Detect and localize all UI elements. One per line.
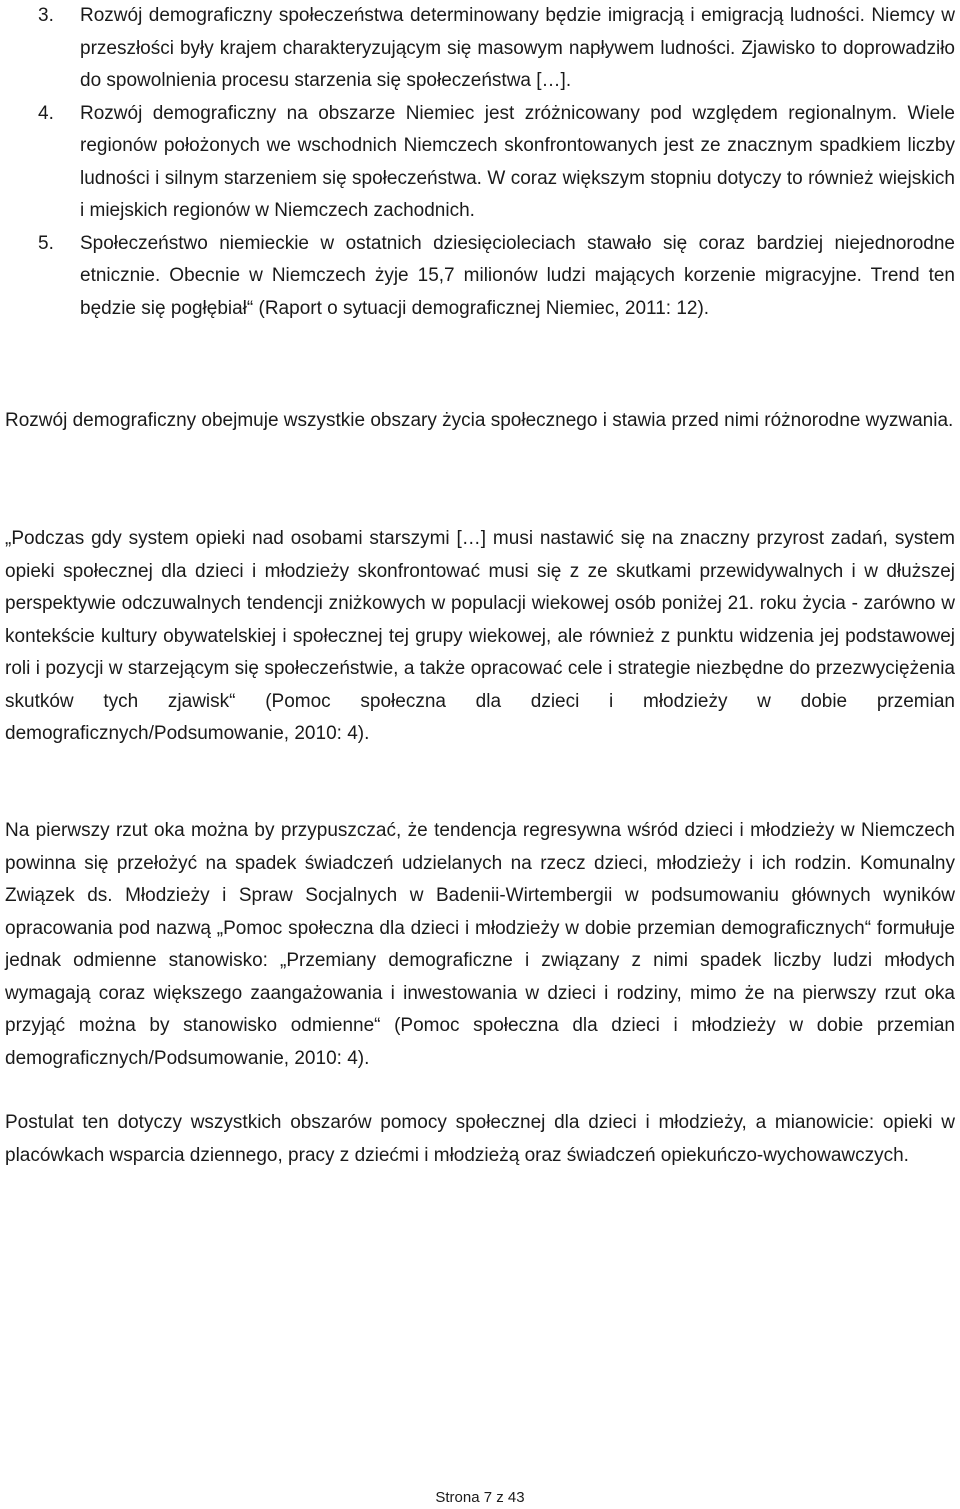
numbered-list xyxy=(5,0,955,325)
page-number: Strona 7 z 43 xyxy=(435,1489,525,1506)
list-item-3 xyxy=(5,0,955,98)
list-item-text: Społeczeństwo niemieckie w ostatnich dziesięcioleciach stawało się coraz bardziej niejednorodne etnicznie. Obecnie w Niemczech żyje 15,7 milionów ludzi mających korzenie migracyjne. Trend ten będzie się pogłębiał“ (Raport o sytuacji demograficznej Niemiec, 2011: 12). xyxy=(80,232,955,319)
list-item-5 xyxy=(5,228,955,326)
list-number: 5. xyxy=(38,232,54,254)
list-number: 3. xyxy=(38,5,54,26)
list-item-4 xyxy=(5,98,955,228)
paragraph-intro: Rozwój demograficzny obejmuje wszystkie obszary życia społecznego i stawia przed nimi różnorodne wyzwania. xyxy=(5,410,954,431)
list-item-text: Rozwój demograficzny społeczeństwa determinowany będzie imigracją i emigracją ludności. Niemcy w przeszłości były krajem charakteryzującym się masowym napływem ludności. Zjawisko to doprowadziło do spowolnienia procesu starzenia się społeczeństwa […]. xyxy=(80,5,955,91)
paragraph-postulate: Postulat ten dotyczy wszystkich obszarów pomocy społecznej dla dzieci i młodzieży, a mianowicie: opieki w placówkach wsparcia dziennego, pracy z dziećmi i młodzieżą oraz świadczeń opiekuńczo-wychowawczych. xyxy=(5,1112,955,1166)
paragraph-quote: „Podczas gdy system opieki nad osobami starszymi […] musi nastawić się na znaczny przyrost zadań, system opieki społecznej dla dzieci i młodzieży skonfrontować musi się z ze skutkami przewidywalnych i w dłuższej perspektywie odczuwalnych tendencji zniżkowych w populacji wiekowej osób poniżej 21. roku życia - zarówno w kontekście kultury obywatelskiej i społecznej tej grupy wiekowej, ale również z punktu widzenia jej podstawowej roli i pozycji w starzejącym się społeczeństwie, a także opracować cele i strategie niezbędne do przezwyciężenia skutków tych zjawisk“ (Pomoc społeczna dla dzieci i młodzieży w dobie przemian demograficznych/Podsumowanie, 2010: 4). xyxy=(5,528,955,744)
list-number: 4. xyxy=(38,102,54,124)
list-item-text: Rozwój demograficzny na obszarze Niemiec jest zróżnicowany pod względem regionalnym. Wiele regionów położonych we wschodnich Niemczech skonfrontowanych jest ze znacznym spadkiem liczby ludności i silnym starzeniem się społeczeństwa. W coraz większym stopniu dotyczy to również wiejskich i miejskich regionów w Niemczech zachodnich. xyxy=(80,102,955,221)
paragraph-analysis: Na pierwszy rzut oka można by przypuszczać, że tendencja regresywna wśród dzieci i młodzieży w Niemczech powinna się przełożyć na spadek świadczeń udzielanych na rzecz dzieci, młodzieży i ich rodzin. Komunalny Związek ds. Młodzieży i Spraw Socjalnych w Badenii-Wirtembergii w podsumowaniu głównych wyników opracowania pod nazwą „Pomoc społeczna dla dzieci i młodzieży w dobie przemian demograficznych“ formułuje jednak odmienne stanowisko: „Przemiany demograficzne i związany z nimi spadek liczby ludzi młodych wymagają coraz większego zaangażowania i inwestowania w dzieci i rodziny, mimo że na pierwszy rzut oka przyjąć można by stanowisko odmienne“ (Pomoc społeczna dla dzieci i młodzieży w dobie przemian demograficznych/Podsumowanie, 2010: 4). xyxy=(5,820,955,1069)
